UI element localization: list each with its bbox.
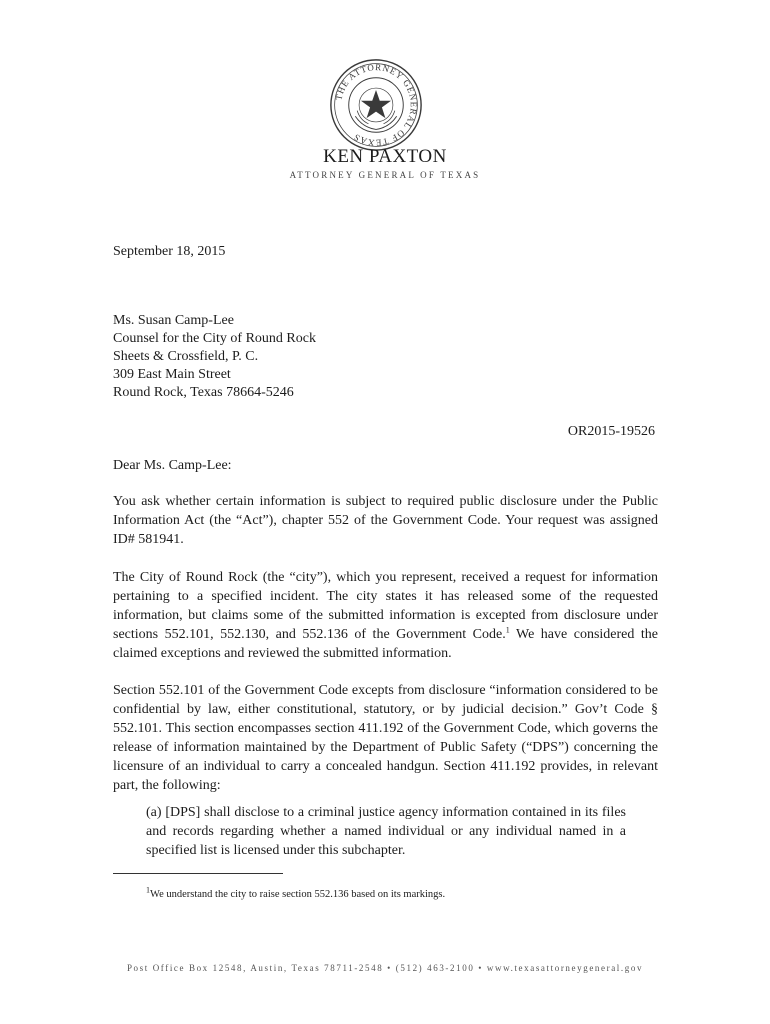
footnote-mark: 1 [146, 885, 150, 895]
svg-text:THE ATTORNEY GENERAL OF TEXAS: THE ATTORNEY GENERAL OF TEXAS [333, 62, 419, 148]
body-paragraph-1: You ask whether certain information is subject to required public disclosure under the Public Information Act (the “Act”), chapter 552 of the Government Code. Your request was assigned ID# 581941. [113, 494, 658, 547]
recipient-line: 309 East Main Street [113, 367, 231, 382]
recipient-line: Sheets & Crossfield, P. C. [113, 349, 259, 364]
recipient-line: Counsel for the City of Round Rock [113, 331, 316, 346]
recipient-address [113, 312, 316, 402]
body-paragraph-3: Section 552.101 of the Government Code excepts from disclosure “information considered to be confidential by law, either constitutional, statutory, or by judicial decision.” Gov’t Code § 552.101. This section encompasses section 411.192 of the Government Code, which governs the release of information maintained by the Department of Public Safety (“DPS”) concerning the licensure of an individual to carry a concealed handgun. Section 411.192 provides, in relevant part, the following: [113, 683, 658, 793]
attorney-general-title: ATTORNEY GENERAL OF TEXAS [289, 170, 481, 180]
body-paragraph-2-text-cont: We have considered the claimed exceptions and reviewed the submitted information. [113, 627, 658, 661]
attorney-general-name: KEN PAXTON [323, 146, 447, 167]
footnote [146, 885, 446, 900]
body-paragraph-2-text: The City of Round Rock (the “city”), which you represent, received a request for information pertaining to a specified incident. The city states it has released some of the requested information, but claims some of the submitted information is excepted from disclosure under sections 552.101, 552.130, and 552.136 of the Government Code. [113, 570, 658, 642]
letter-date: September 18, 2015 [113, 244, 226, 259]
recipient-line: Ms. Susan Camp-Lee [113, 313, 234, 328]
statute-quotation: (a) [DPS] shall disclose to a criminal justice agency information contained in its files and records regarding whether a named individual or any individual named in a specified list is licensed under this subchapter. [146, 805, 626, 858]
attorney-general-seal-icon [329, 58, 423, 152]
letterhead-footer: Post Office Box 12548, Austin, Texas 78711-2548 • (512) 463-2100 • www.texasattorneygeneral.gov [126, 963, 644, 973]
salutation: Dear Ms. Camp-Lee: [113, 458, 232, 473]
footnote-reference: 1 [505, 625, 510, 635]
body-paragraph-2 [113, 568, 658, 663]
ruling-reference-number: OR2015-19526 [567, 424, 655, 439]
footnote-divider [113, 873, 283, 874]
recipient-line: Round Rock, Texas 78664-5246 [113, 385, 294, 400]
footnote-text: We understand the city to raise section 552.136 based on its markings. [150, 889, 446, 900]
